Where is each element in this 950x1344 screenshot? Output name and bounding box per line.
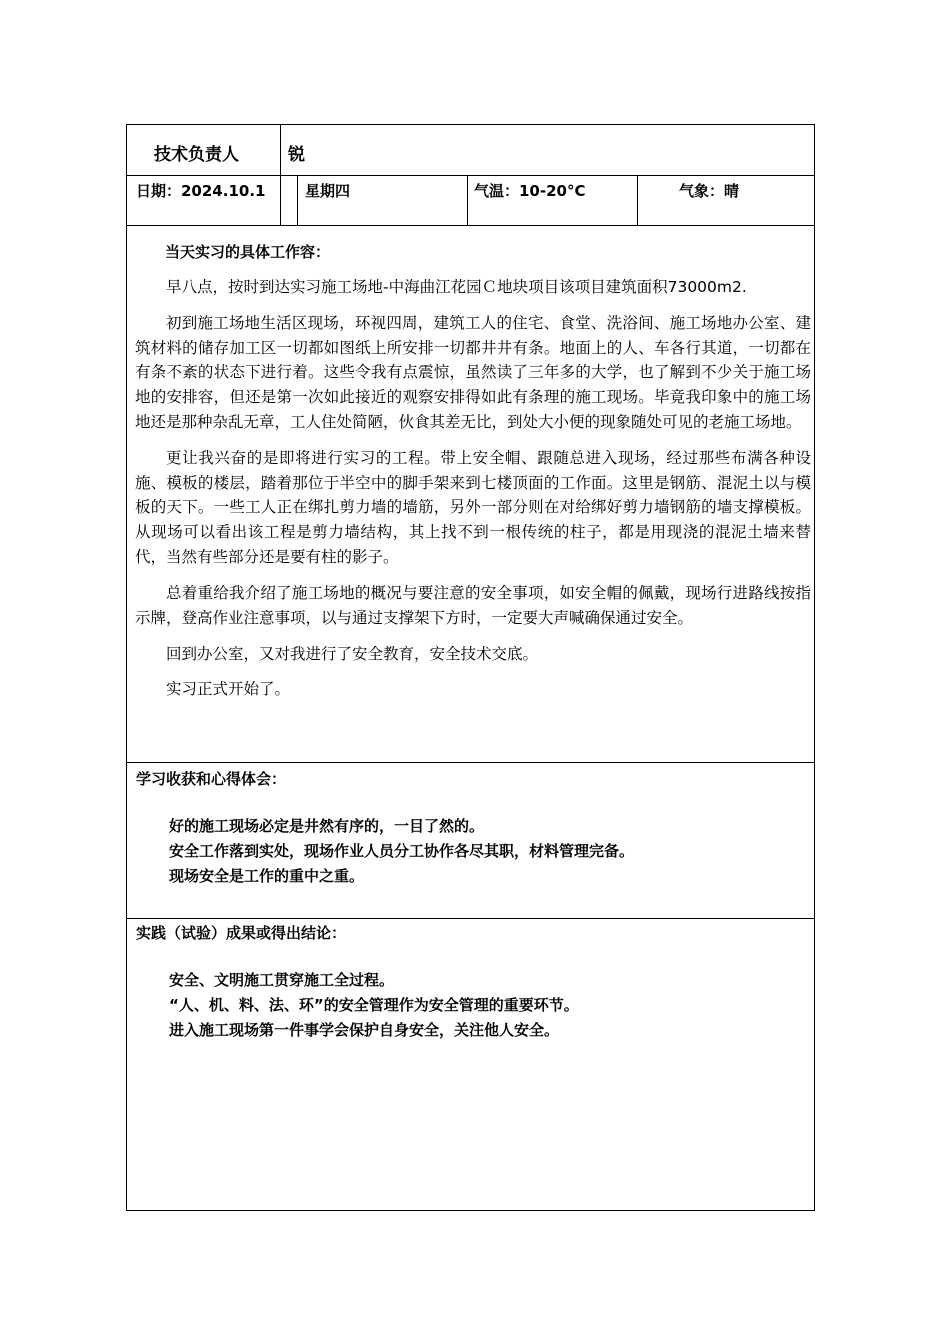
work-paragraph: 回到办公室，又对我进行了安全教育，安全技术交底。 [166,645,539,664]
date-field: 日期：2024.10.1 [136,182,266,200]
gains-line: 安全工作落到实处，现场作业人员分工协作各尽其职，材料管理完备。 [169,842,635,860]
work-paragraph: 实习正式开始了。 [166,679,291,698]
gains-line: 现场安全是工作的重中之重。 [169,867,365,885]
temperature-field: 气温：10-20°C [474,182,586,200]
work-paragraph: 初到施工场地生活区现场，环视四周，建筑工人的住宅、食堂、洗浴间、施工场地办公室、建筑材料的储存加工区一切都如图纸上所安排一切都井井有条。地面上的人、车各行其道，一切都在有条不紊的状态下进行着。这些令我有点震惊，虽然读了三年多的大学，也了解到不少关于施工场地的安排容，但还是第一次如此接近的观察安排得如此有条理的施工现场。毕竟我印象中的施工场地还是那种杂乱无章，工人住处简陋，伙食其差无比，到处大小便的现象随处可见的老施工场地。 [135,314,811,431]
work-paragraph: 总着重给我介绍了施工场地的概况与要注意的安全事项，如安全帽的佩戴，现场行进路线按指示牌，登高作业注意事项，以与通过支撑架下方时，一定要大声喊确保通过安全。 [135,584,811,627]
results-line: 进入施工现场第一件事学会保护自身安全，关注他人安全。 [169,1021,560,1039]
row-divider [127,175,814,176]
work-heading: 当天实习的具体工作容： [165,243,331,261]
cell-divider [297,175,298,225]
gains-label: 学习收获和心得体会： [136,770,287,788]
internship-log-table [126,124,815,1211]
cell-divider [637,175,638,225]
results-list [169,968,579,1043]
work-paragraph: 更让我兴奋的是即将进行实习的工程。带上安全帽、跟随总进入现场，经过那些布满各种设施、模板的楼层，踏着那位于半空中的脚手架来到七楼顶面的工作面。这里是钢筋、混泥土以与模板的天下。一些工人正在绑扎剪力墙的墙筋，另外一部分则在对给绑好剪力墙钢筋的墙支撑模板。从现场可以看出该工程是剪力墙结构，其上找不到一根传统的柱子，都是用现浇的混泥土墙来替代，当然有些部分还是要有柱的影子。 [135,449,811,566]
weather-field: 气象：晴 [679,182,740,200]
gains-line: 好的施工现场必定是井然有序的，一目了然的。 [169,817,485,835]
results-line: 安全、文明施工贯穿施工全过程。 [169,971,395,989]
work-content [135,240,811,712]
weekday-field: 星期四 [305,182,351,200]
row-divider [127,225,814,226]
row-divider [127,918,814,919]
role-value: 锐 [288,145,305,165]
role-label: 技术负责人 [154,145,239,165]
row-divider [127,762,814,763]
cell-divider [280,175,281,225]
gains-list [169,814,634,889]
results-label: 实践（试验）成果或得出结论： [136,924,347,942]
cell-divider [280,125,281,175]
results-line: “人、机、料、法、环”的安全管理作为安全管理的重要环节。 [169,996,579,1014]
cell-divider [467,175,468,225]
work-paragraph: 早八点，按时到达实习施工场地-中海曲江花园Ｃ地块项目该项目建筑面积73000m2. [166,277,747,296]
